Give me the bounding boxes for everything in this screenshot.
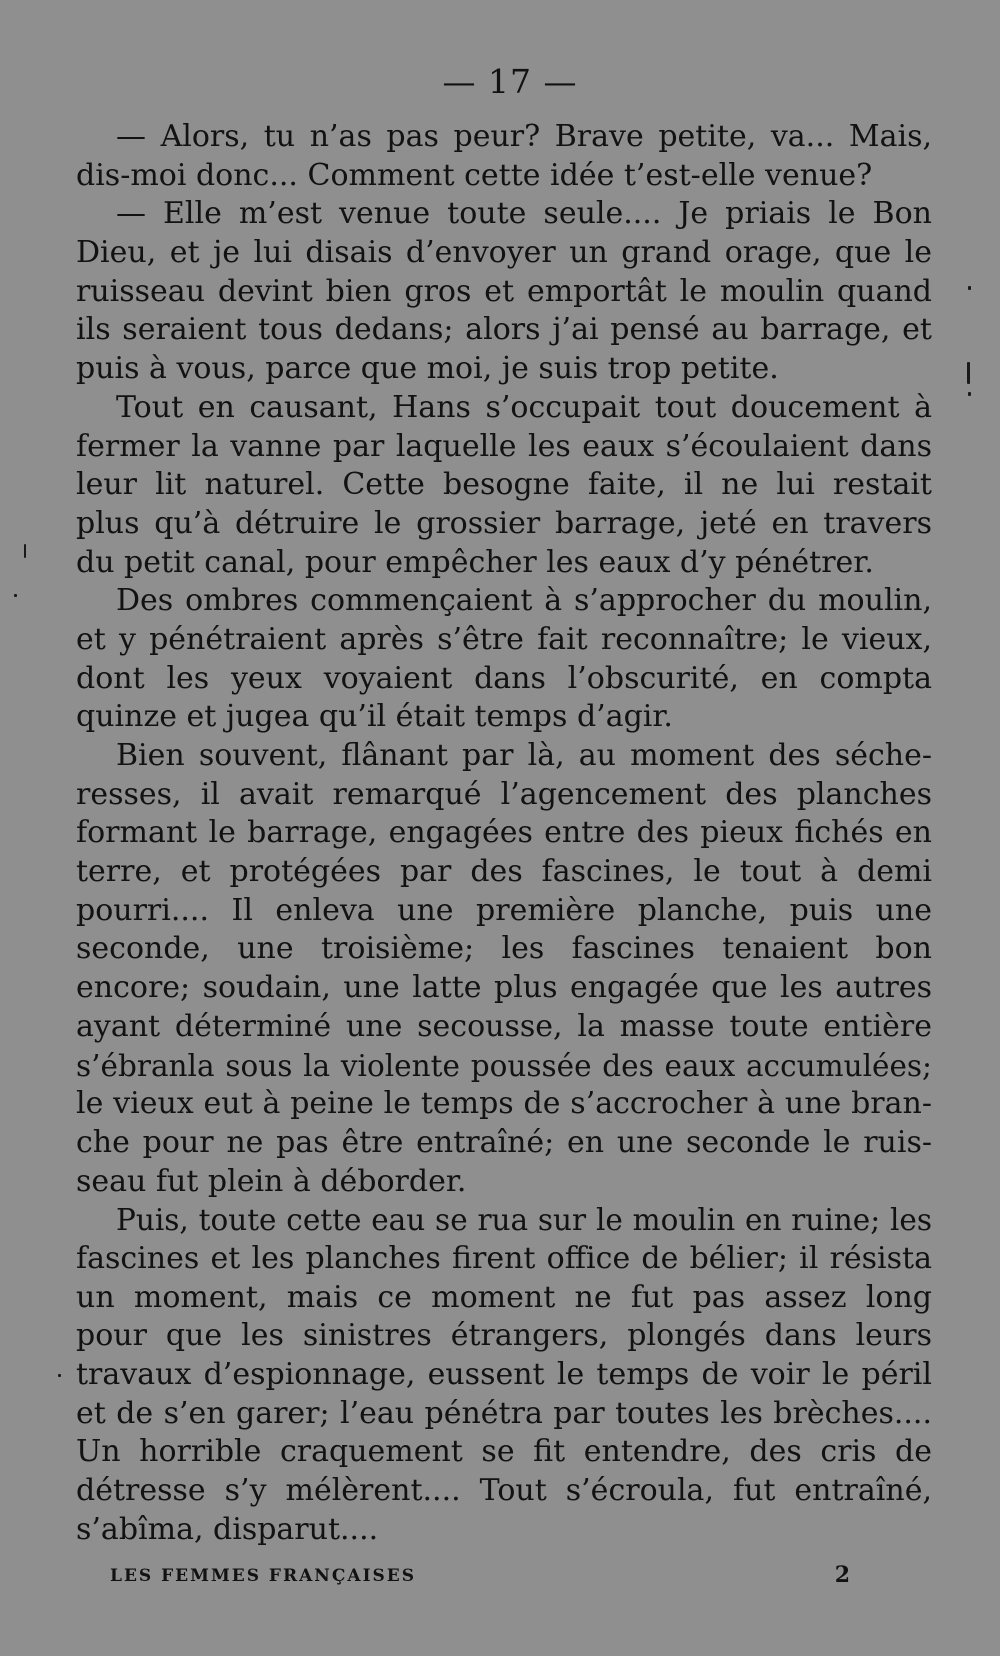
text-line: Bien souvent, flânant par là, au moment des séche- xyxy=(116,738,932,773)
scan-speck xyxy=(968,392,971,396)
scan-speck xyxy=(24,544,26,558)
text-line: pourri.... Il enleva une première planche, puis une xyxy=(76,892,932,928)
text-line: Des ombres commençaient à s’approcher du moulin, xyxy=(116,583,932,619)
text-line: fermer la vanne par laquelle les eaux s’écoulaient dans xyxy=(76,428,932,464)
text-line: — Elle m’est venue toute seule.... Je priais le Bon xyxy=(116,196,932,232)
text-line: et de s’en garer; l’eau pénétra par toutes les brèches.... xyxy=(76,1395,932,1431)
text-line: che pour ne pas être entraîné; en une seconde le ruis- xyxy=(76,1124,932,1160)
text-line: seau fut plein à déborder. xyxy=(76,1163,467,1199)
text-line: Un horrible craquement se fit entendre, des cris de xyxy=(76,1434,932,1470)
text-line: dont les yeux voyaient dans l’obscurité, en compta xyxy=(76,660,932,696)
text-line: ayant déterminé une secousse, la masse toute entière xyxy=(76,1008,932,1044)
text-line: ruisseau devint bien gros et emportât le moulin quand xyxy=(76,273,932,309)
page-number: — 17 — xyxy=(442,62,578,101)
scan-speck xyxy=(968,286,971,290)
text-line: travaux d’espionnage, eussent le temps de voir le péril xyxy=(76,1357,932,1392)
body-text xyxy=(76,118,932,1549)
text-line: le vieux eut à peine le temps de s’accrocher à une bran- xyxy=(76,1086,932,1122)
text-line: dis-moi donc... Comment cette idée t’est-elle venue? xyxy=(76,157,873,193)
page-footer xyxy=(110,1562,850,1592)
footer-signature-mark: 2 xyxy=(834,1562,850,1588)
text-line: seconde, une troisième; les fascines tenaient bon xyxy=(76,931,932,967)
scan-speck xyxy=(14,594,17,597)
text-line: s’abîma, disparut.... xyxy=(76,1511,379,1547)
text-line: encore; soudain, une latte plus engagée que les autres xyxy=(76,970,932,1006)
text-line: du petit canal, pour empêcher les eaux d’y pénétrer. xyxy=(76,544,874,580)
scan-speck xyxy=(967,362,970,384)
text-line: resses, il avait remarqué l’agencement des planches xyxy=(76,776,932,812)
text-line: terre, et protégées par des fascines, le tout à demi xyxy=(76,854,932,890)
text-line: et y pénétraient après s’être fait reconnaître; le vieux, xyxy=(76,621,932,657)
scan-speck xyxy=(58,1374,61,1377)
text-line: plus qu’à détruire le grossier barrage, jeté en travers xyxy=(76,505,932,541)
text-line: leur lit naturel. Cette besogne faite, il ne lui restait xyxy=(76,467,932,503)
text-line: puis à vous, parce que moi, je suis trop petite. xyxy=(76,351,779,387)
text-line: Puis, toute cette eau se rua sur le moulin en ruine; les xyxy=(116,1203,932,1238)
text-line: Dieu, et je lui disais d’envoyer un grand orage, que le xyxy=(76,235,932,271)
text-line: — Alors, tu n’as pas peur? Brave petite, va... Mais, xyxy=(116,119,932,154)
text-line: un moment, mais ce moment ne fut pas assez long xyxy=(76,1279,932,1315)
text-line: pour que les sinistres étrangers, plongés dans leurs xyxy=(76,1318,932,1354)
text-line: fascines et les planches firent office de bélier; il résista xyxy=(76,1240,932,1276)
text-line: quinze et jugea qu’il était temps d’agir. xyxy=(76,699,673,735)
text-line: s’ébranla sous la violente poussée des eaux accumulées; xyxy=(76,1048,932,1083)
text-line: formant le barrage, engagées entre des pieux fichés en xyxy=(76,815,932,851)
text-line: Tout en causant, Hans s’occupait tout doucement à xyxy=(116,389,932,425)
text-line: ils seraient tous dedans; alors j’ai pensé au barrage, et xyxy=(76,312,932,348)
footer-series-title: LES FEMMES FRANÇAISES xyxy=(110,1566,417,1586)
text-line: détresse s’y mélèrent.... Tout s’écroula, fut entraîné, xyxy=(76,1473,932,1509)
